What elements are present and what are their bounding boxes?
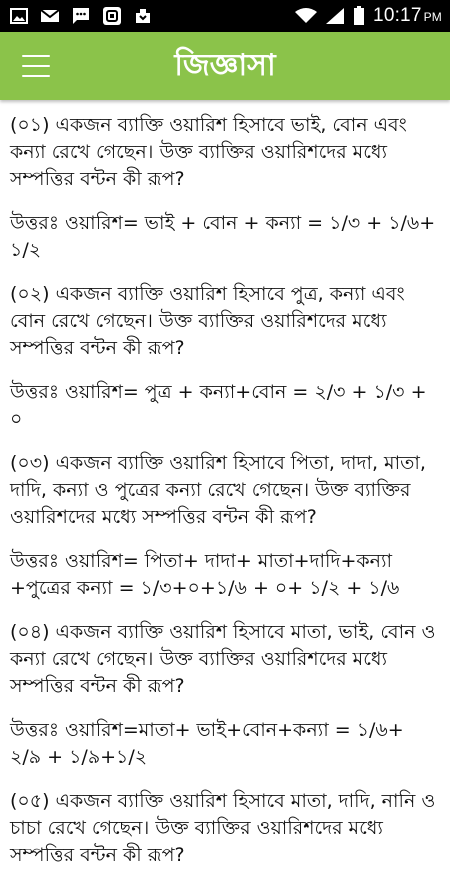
gmail-icon [40, 8, 60, 24]
question-text: (০৫) একজন ব্যাক্তি ওয়ারিশ হিসাবে মাতা, দাদি, নানি ও চাচা রেখে গেছেন। উক্ত ব্যাক্তির ওয়ারিশদের মধ্যে সম্পত্তির বন্টন কী রূপ? [10, 790, 436, 866]
qa-item-3 [10, 450, 440, 602]
qa-list[interactable] [0, 100, 450, 866]
answer-text: উত্তরঃ ওয়ারিশ= পিতা+ দাদা+ মাতা+দাদি+কন্যা +পুত্রের কন্যা = ১/৩+০+১/৬ + ০+ ১/২ + ১/৬ [10, 550, 400, 599]
system-icons [295, 5, 442, 27]
qa-item-2 [10, 281, 440, 433]
question-text: (০৩) একজন ব্যাক্তি ওয়ারিশ হিসাবে পিতা, দাদা, মাতা, দাদি, কন্যা ও পুত্রের কন্যা রেখে গেছেন। উক্ত ব্যাক্তির ওয়ারিশদের মধ্যে সম্পত্তির বন্টন কী রূপ? [10, 452, 426, 528]
image-icon [10, 8, 28, 24]
question-text: (০৪) একজন ব্যাক্তি ওয়ারিশ হিসাবে মাতা, ভাই, বোন ও কন্যা রেখে গেছেন। উক্ত ব্যাক্তির ওয়ারিশদের মধ্যে সম্পত্তির বন্টন কী রূপ? [10, 621, 436, 697]
answer-text: উত্তরঃ ওয়ারিশ= ভাই + বোন + কন্যা = ১/৩ + ১/৬+ ১/২ [10, 212, 436, 261]
clock-ampm: PM [423, 10, 442, 24]
status-bar [0, 0, 450, 32]
notification-icons [10, 6, 152, 26]
qa-item-1 [10, 112, 440, 264]
answer-text: উত্তরঃ ওয়ারিশ= পুত্র + কন্যা+বোন = ২/৩ + ১/৩ + ০ [10, 381, 427, 430]
status-clock [373, 5, 442, 27]
wifi-icon [295, 8, 317, 24]
download-icon [134, 7, 152, 25]
question-text: (০২) একজন ব্যাক্তি ওয়ারিশ হিসাবে পুত্র, কন্যা এবং বোন রেখে গেছেন। উক্ত ব্যাক্তির ওয়ারিশদের মধ্যে সম্পত্তির বন্টন কী রূপ? [10, 283, 405, 359]
qa-item-5 [10, 788, 440, 869]
question-text: (০১) একজন ব্যাক্তি ওয়ারিশ হিসাবে ভাই, বোন এবং কন্যা রেখে গেছেন। উক্ত ব্যাক্তির ওয়ারিশদের মধ্যে সম্পত্তির বন্টন কী রূপ? [10, 114, 407, 190]
page-title: জিজ্ঞাসা [174, 47, 276, 83]
app-icon [102, 6, 122, 26]
qa-item-4 [10, 619, 440, 771]
sms-icon [72, 7, 90, 25]
signal-icon [325, 7, 345, 25]
app-toolbar [0, 32, 450, 100]
battery-icon [353, 6, 365, 26]
clock-time: 10:17 [373, 5, 422, 26]
answer-text: উত্তরঃ ওয়ারিশ=মাতা+ ভাই+বোন+কন্যা = ১/৬+ ২/৯ + ১/৯+১/২ [10, 719, 404, 768]
